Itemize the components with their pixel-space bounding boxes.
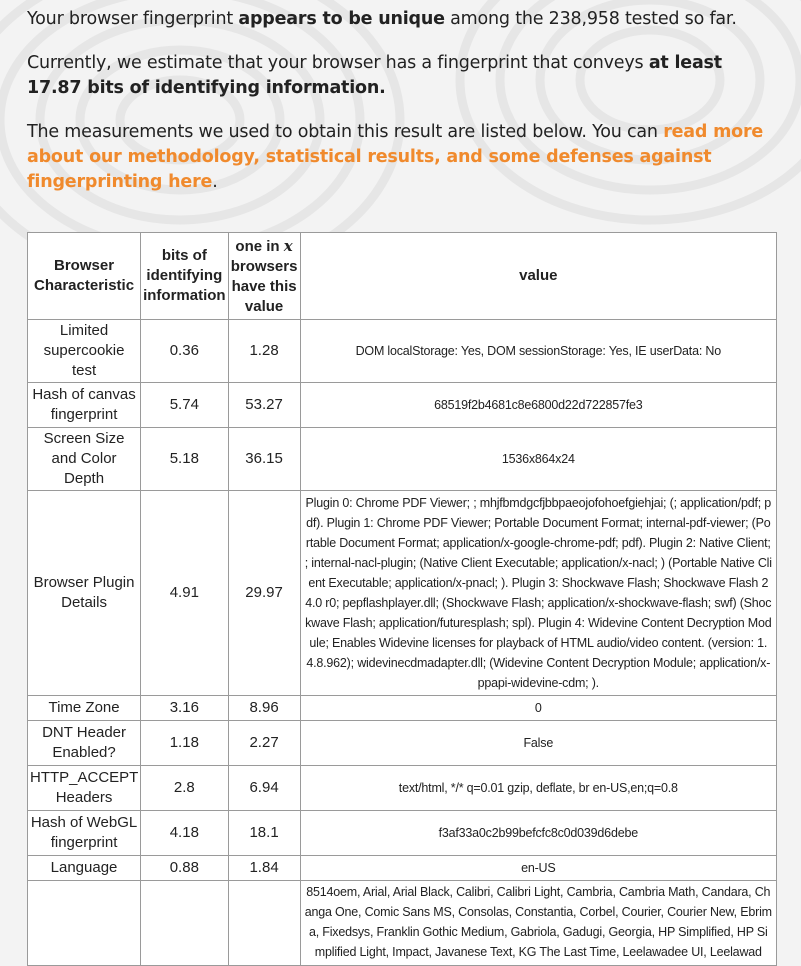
table-row [28, 766, 777, 811]
value-cell: 0 [300, 696, 776, 721]
characteristic-cell: HTTP_ACCEPT Headers [28, 766, 141, 811]
header-browsers-text: browsers have this value [230, 257, 298, 315]
characteristic-cell: Screen Size and Color Depth [28, 428, 141, 491]
characteristic-cell: Hash of canvas fingerprint [28, 383, 141, 428]
bits-statement [27, 51, 776, 101]
bits-cell: 0.88 [141, 856, 229, 881]
value-cell: False [300, 721, 776, 766]
value-cell: Plugin 0: Chrome PDF Viewer; ; mhjfbmdgcfjbbpaeojofohoefgiehjai; (; application/pdf; pdf). Plugin 1: Chrome PDF Viewer; Portable Document Format; internal-pdf-viewer; (Portable Document Format; application/x-google-chrome-pdf; pdf). Plugin 2: Native Client; ; internal-nacl-plugin; (Native Client Executable; application/x-nacl; ) (Portable Native Client Executable; application/x-pnacl; ). Plugin 3: Shockwave Flash; Shockwave Flash 24.0 r0; pepflashplayer.dll; (Shockwave Flash; application/x-shockwave-flash; swf) (Shockwave Flash; application/futuresplash; spl). Plugin 4: Widevine Content Decryption Module; Enables Widevine licenses for playback of HTML audio/video content. (version: 1.4.8.962); widevinecdmadapter.dll; (Widevine Content Decryption Module; application/x-ppapi-widevine-cdm; ). [300, 491, 776, 696]
one-in-cell: 6.94 [228, 766, 300, 811]
table-row [28, 856, 777, 881]
characteristic-cell: DNT Header Enabled? [28, 721, 141, 766]
header-bits: bits of identifying information [141, 233, 229, 320]
one-in-cell: 1.28 [228, 320, 300, 383]
table-row [28, 721, 777, 766]
header-characteristic: Browser Characteristic [28, 233, 141, 320]
methodology-link[interactable]: read more about our methodology, statistical results, and some defenses against fingerprinting here [27, 122, 764, 192]
one-in-cell: 53.27 [228, 383, 300, 428]
table-row [28, 320, 777, 383]
characteristic-cell: Hash of WebGL fingerprint [28, 811, 141, 856]
table-header-row [28, 233, 777, 320]
characteristic-cell: Browser Plugin Details [28, 491, 141, 696]
uniqueness-statement [27, 0, 776, 32]
value-cell: en-US [300, 856, 776, 881]
bits-cell: 1.18 [141, 721, 229, 766]
header-value: value [300, 233, 776, 320]
bits-cell: 5.18 [141, 428, 229, 491]
results-intro [0, 0, 801, 195]
header-one-in-x [228, 233, 300, 320]
table-row [28, 881, 777, 966]
bits-cell [141, 881, 229, 966]
bits-emphasis: at least 17.87 bits of identifying information. [27, 53, 722, 98]
value-cell: 68519f2b4681c8e6800d22d722857fe3 [300, 383, 776, 428]
bits-cell: 2.8 [141, 766, 229, 811]
bits-cell: 4.18 [141, 811, 229, 856]
tested-count-text: among the 238,958 tested so far. [444, 9, 737, 29]
characteristic-cell: Language [28, 856, 141, 881]
measurements-statement [27, 120, 776, 195]
fingerprint-results-table [27, 232, 777, 966]
header-one-in-text: one in [235, 237, 284, 255]
table-row [28, 383, 777, 428]
one-in-cell: 2.27 [228, 721, 300, 766]
characteristic-cell: Time Zone [28, 696, 141, 721]
table-row [28, 428, 777, 491]
one-in-cell [228, 881, 300, 966]
characteristic-cell: Limited supercookie test [28, 320, 141, 383]
bits-cell: 0.36 [141, 320, 229, 383]
bits-cell: 3.16 [141, 696, 229, 721]
measurements-text: The measurements we used to obtain this result are listed below. You can [27, 122, 664, 142]
one-in-cell: 1.84 [228, 856, 300, 881]
uniqueness-emphasis: appears to be unique [238, 9, 445, 29]
characteristic-cell [28, 881, 141, 966]
uniqueness-text: Your browser fingerprint [27, 9, 239, 29]
bits-cell: 4.91 [141, 491, 229, 696]
table-row [28, 811, 777, 856]
one-in-cell: 8.96 [228, 696, 300, 721]
value-cell: f3af33a0c2b99befcfc8c0d039d6debe [300, 811, 776, 856]
value-cell: 1536x864x24 [300, 428, 776, 491]
table-row [28, 491, 777, 696]
table-row [28, 696, 777, 721]
one-in-cell: 29.97 [228, 491, 300, 696]
value-cell: 8514oem, Arial, Arial Black, Calibri, Calibri Light, Cambria, Cambria Math, Candara, Changa One, Comic Sans MS, Consolas, Constantia, Corbel, Courier, Courier New, Ebrima, Fixedsys, Franklin Gothic Medium, Gabriola, Gadugi, Georgia, HP Simplified, HP Simplified Light, Impact, Javanese Text, KG The Last Time, Leelawadee UI, Leelawad [300, 881, 776, 966]
value-cell: text/html, */* q=0.01 gzip, deflate, br en-US,en;q=0.8 [300, 766, 776, 811]
bits-cell: 5.74 [141, 383, 229, 428]
bits-text: Currently, we estimate that your browser has a fingerprint that conveys [27, 53, 649, 73]
one-in-cell: 36.15 [228, 428, 300, 491]
one-in-cell: 18.1 [228, 811, 300, 856]
period-text: . [212, 172, 218, 192]
header-x-variable: x [283, 236, 293, 255]
value-cell: DOM localStorage: Yes, DOM sessionStorage: Yes, IE userData: No [300, 320, 776, 383]
